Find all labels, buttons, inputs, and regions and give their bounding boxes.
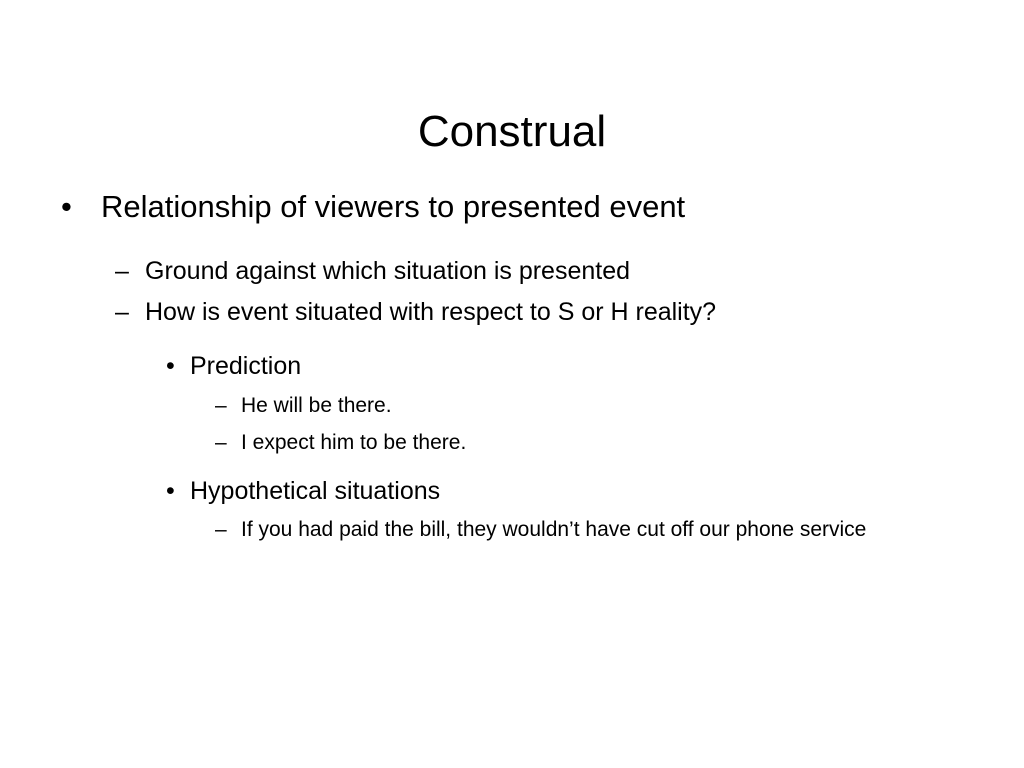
subbullet-level4 — [0, 427, 1024, 458]
subbullet-text: How is event situated with respect to S or H reality? — [145, 298, 717, 326]
bullet-text: Prediction — [190, 352, 302, 380]
subbullet-text: Ground against which situation is presented — [145, 257, 631, 285]
bullet-level1 — [0, 189, 1024, 225]
subbullet-text: If you had paid the bill, they wouldn’t have cut off our phone service — [241, 518, 867, 541]
bullet-level3 — [0, 351, 1024, 381]
bullet-text: Relationship of viewers to presented event — [101, 189, 686, 224]
subbullet-text: I expect him to be there. — [241, 431, 467, 454]
subbullet-text: He will be there. — [241, 394, 392, 417]
dash-marker: – — [115, 257, 129, 285]
dash-marker: – — [215, 431, 227, 454]
dash-marker: – — [115, 298, 129, 326]
bullet-level3 — [0, 476, 1024, 506]
dash-marker: – — [215, 394, 227, 417]
subbullet-level4 — [0, 514, 1024, 576]
bullet-marker: • — [166, 352, 175, 380]
subbullet-level4 — [0, 390, 1024, 421]
bullet-marker: • — [166, 477, 175, 505]
bullet-text: Hypothetical situations — [190, 477, 441, 505]
subbullet-level2 — [0, 256, 1024, 286]
bullet-marker: • — [61, 189, 72, 224]
slide-title: Construal — [417, 107, 607, 156]
dash-marker: – — [215, 518, 227, 541]
subbullet-level2 — [0, 297, 1024, 327]
